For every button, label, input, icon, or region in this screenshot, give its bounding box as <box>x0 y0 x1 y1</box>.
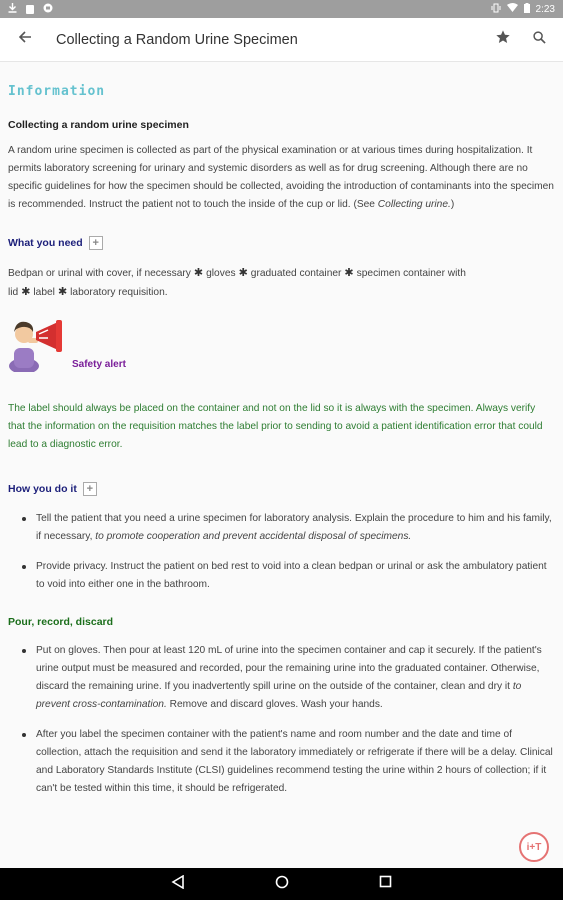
how-you-do-it-label: How you do it <box>8 483 77 495</box>
expand-how-you-do-it-button[interactable]: + <box>83 482 97 496</box>
notification-icon <box>43 3 53 16</box>
step-text-end: Remove and discard gloves. Wash your hands. <box>166 699 383 710</box>
wifi-icon <box>507 3 518 16</box>
app-bar <box>0 18 563 62</box>
battery-icon <box>524 3 530 16</box>
intro-paragraph <box>8 142 555 214</box>
info-floating-button[interactable] <box>519 832 549 862</box>
supply-item: gloves <box>206 268 236 279</box>
safety-alert <box>8 310 555 372</box>
nurse-megaphone-icon <box>8 310 70 372</box>
procedure-steps <box>8 510 555 594</box>
star-icon <box>495 29 511 50</box>
nav-home-button[interactable] <box>275 875 289 894</box>
what-you-need-label: What you need <box>8 237 83 249</box>
separator-icon: ✱ <box>21 286 31 298</box>
step-rationale: to prevent cross-contamination. <box>36 681 522 710</box>
supplies-list <box>8 264 555 302</box>
expand-what-you-need-button[interactable]: + <box>89 236 103 250</box>
nav-back-button[interactable] <box>171 875 185 894</box>
file-icon <box>26 5 34 14</box>
list-item: After you label the specimen container with the patient's name and room number and the date and time of collection, attach the requisition and send it the laboratory immediately or refrigerate if there will be a delay. Clinical and Laboratory Standards Institute (CLSI) guidelines recommend testing the urine within 2 hours of collection; if it can't be tested within this time, it should be refrigerated. <box>36 726 555 798</box>
list-item: Provide privacy. Instruct the patient on bed rest to void into a clean bedpan or urinal or ask the ambulatory patient to void into either one in the bathroom. <box>36 558 555 594</box>
list-item <box>36 642 555 714</box>
status-bar <box>0 0 563 18</box>
intro-end: ) <box>450 199 455 210</box>
status-time: 2:23 <box>535 3 555 15</box>
separator-icon: ✱ <box>238 267 248 279</box>
safety-alert-text: The label should always be placed on the container and not on the lid so it is always with the specimen. Always verify that the information on the requisition matches the label prior to sending to avoid a patient identification error that could lead to a diagnostic error. <box>8 403 543 450</box>
intro-text: A random urine specimen is collected as part of the physical examination or at various times during hospitalization. It permits laboratory screening for urinary and systemic disorders as well as for drug screening. Although there are no specific guidelines for how the specimen should be collected, avoiding the introduction of contaminants into the specimen is recommended. Instruct the patient not to touch the inside of the cup or lid. (See <box>8 145 554 210</box>
favorite-button[interactable] <box>485 18 521 62</box>
supply-item: graduated container <box>250 268 342 279</box>
step-rationale: to promote cooperation and prevent accidental disposal of specimens. <box>95 531 412 542</box>
separator-icon: ✱ <box>344 267 354 279</box>
section-title: Information <box>8 84 106 99</box>
info-fab-label: i+T <box>526 841 542 853</box>
list-item <box>36 510 555 546</box>
vibrate-icon <box>491 3 501 16</box>
download-icon <box>8 3 17 16</box>
back-button[interactable] <box>0 18 50 62</box>
nav-recents-button[interactable] <box>379 875 392 893</box>
supply-item: specimen container with lid <box>8 268 466 298</box>
back-arrow-icon <box>18 30 32 49</box>
page-title: Collecting a Random Urine Specimen <box>56 31 298 48</box>
search-button[interactable] <box>521 18 557 62</box>
article-subheading: Collecting a random urine specimen <box>8 119 189 131</box>
search-icon <box>533 31 546 49</box>
supply-item: Bedpan or urinal with cover, if necessary <box>8 268 191 279</box>
supply-item: label <box>33 287 55 298</box>
step-text: Put on gloves. Then pour at least 120 mL of urine into the specimen container and cap it securely. If the patient's urine output must be measured and recorded, pour the remaining urine into the graduated container. Otherwise, discard the remaining urine. If you inadvertently spill urine on the outside of the container, clean and dry it <box>36 645 542 692</box>
separator-icon: ✱ <box>193 267 204 279</box>
article-content[interactable] <box>0 62 563 868</box>
collecting-urine-link[interactable]: Collecting urine. <box>377 199 451 210</box>
system-nav-bar <box>0 868 563 900</box>
how-you-do-it-heading[interactable] <box>8 482 555 496</box>
safety-alert-label: Safety alert <box>72 359 126 370</box>
supply-item: laboratory requisition. <box>70 287 168 298</box>
pour-record-discard-heading: Pour, record, discard <box>8 616 114 628</box>
what-you-need-heading[interactable] <box>8 236 555 250</box>
pour-record-steps <box>8 642 555 798</box>
step-text: Tell the patient that you need a urine specimen for laboratory analysis. Explain the procedure to him and his family, if necessary, <box>36 513 552 542</box>
separator-icon: ✱ <box>57 286 68 298</box>
